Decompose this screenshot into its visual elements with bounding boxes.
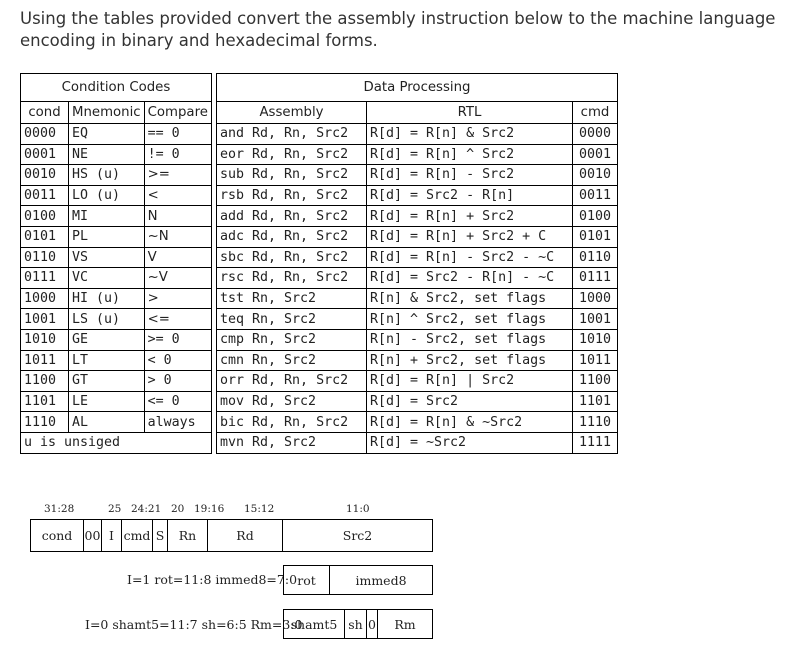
field-cmd: cmd bbox=[123, 528, 151, 543]
cc-cell-2: > 0 bbox=[144, 371, 211, 392]
cc-header-1: Mnemonic bbox=[69, 102, 145, 124]
immediate-note: I=1 rot=11:8 immed8=7:0 bbox=[127, 572, 298, 587]
dp-cell-1: R[d] = R[n] - Src2 bbox=[367, 165, 573, 186]
cc-row bbox=[21, 309, 212, 330]
dp-cell-2: 0010 bbox=[573, 165, 618, 186]
cc-cell-2: != 0 bbox=[144, 144, 211, 165]
dp-cell-0: rsc Rd, Rn, Src2 bbox=[217, 268, 367, 289]
dp-cell-1: R[d] = R[n] | Src2 bbox=[367, 371, 573, 392]
bit-label-cond: 31:28 bbox=[44, 503, 75, 515]
dp-cell-1: R[d] = R[n] + Src2 + C bbox=[367, 226, 573, 247]
dp-row bbox=[217, 206, 618, 227]
dp-cell-2: 1011 bbox=[573, 350, 618, 371]
field-op: 00 bbox=[84, 520, 102, 551]
cc-cell-1: AL bbox=[69, 412, 145, 433]
cc-footer-row bbox=[21, 432, 212, 453]
cc-cell-1: VC bbox=[69, 268, 145, 289]
cc-header-2: Compare bbox=[144, 102, 211, 124]
cc-cell-2: ~V bbox=[144, 268, 211, 289]
cc-cell-0: 0000 bbox=[21, 124, 69, 145]
dp-row bbox=[217, 268, 618, 289]
cc-cell-2: > bbox=[144, 288, 211, 309]
dp-cell-2: 0110 bbox=[573, 247, 618, 268]
dp-title-row bbox=[217, 74, 618, 102]
field-src2: Src2 bbox=[342, 528, 373, 543]
dp-cell-2: 0000 bbox=[573, 124, 618, 145]
cc-cell-0: 0110 bbox=[21, 247, 69, 268]
dp-title: Data Processing bbox=[217, 74, 618, 102]
dp-row bbox=[217, 309, 618, 330]
cc-row bbox=[21, 247, 212, 268]
dp-row bbox=[217, 185, 618, 206]
dp-cell-0: rsb Rd, Rn, Src2 bbox=[217, 185, 367, 206]
cc-row bbox=[21, 124, 212, 145]
cc-cell-1: LO (u) bbox=[69, 185, 145, 206]
cc-row bbox=[21, 288, 212, 309]
dp-cell-1: R[d] = Src2 - R[n] bbox=[367, 185, 573, 206]
dp-cell-1: R[n] + Src2, set flags bbox=[367, 350, 573, 371]
cc-cell-2: always bbox=[144, 412, 211, 433]
cc-row bbox=[21, 206, 212, 227]
cc-cell-0: 0011 bbox=[21, 185, 69, 206]
question-text: Using the tables provided convert the assembly instruction below to the machine language encoding in binary and hexadecimal forms. bbox=[20, 9, 776, 50]
cc-row bbox=[21, 165, 212, 186]
dp-header-1: RTL bbox=[367, 102, 573, 124]
cc-cell-1: LT bbox=[69, 350, 145, 371]
cc-cell-2: >= 0 bbox=[144, 329, 211, 350]
cc-cell-2: N bbox=[144, 206, 211, 227]
cc-cell-1: EQ bbox=[69, 124, 145, 145]
cc-cell-2: ~N bbox=[144, 226, 211, 247]
cc-row bbox=[21, 350, 212, 371]
cc-cell-1: NE bbox=[69, 144, 145, 165]
dp-row bbox=[217, 412, 618, 433]
cc-cell-0: 1101 bbox=[21, 391, 69, 412]
dp-cell-1: R[d] = Src2 - R[n] - ~C bbox=[367, 268, 573, 289]
dp-cell-2: 0111 bbox=[573, 268, 618, 289]
dp-cell-0: mvn Rd, Src2 bbox=[217, 432, 367, 453]
cc-cell-2: < bbox=[144, 185, 211, 206]
cc-cell-0: 0111 bbox=[21, 268, 69, 289]
bit-label-i: 25 bbox=[108, 503, 122, 515]
cc-cell-0: 1010 bbox=[21, 329, 69, 350]
cc-row bbox=[21, 391, 212, 412]
dp-row bbox=[217, 247, 618, 268]
field-cond: cond bbox=[31, 520, 84, 551]
cc-cell-2: >= bbox=[144, 165, 211, 186]
cc-cell-1: GE bbox=[69, 329, 145, 350]
cc-cell-2: V bbox=[144, 247, 211, 268]
cc-cell-1: LS (u) bbox=[69, 309, 145, 330]
dp-row bbox=[217, 124, 618, 145]
field-s: S bbox=[152, 520, 168, 551]
dp-row bbox=[217, 226, 618, 247]
dp-cell-0: orr Rd, Rn, Src2 bbox=[217, 371, 367, 392]
cc-cell-1: VS bbox=[69, 247, 145, 268]
dp-row bbox=[217, 432, 618, 453]
condition-codes-table bbox=[20, 73, 212, 454]
cc-cell-1: PL bbox=[69, 226, 145, 247]
dp-row bbox=[217, 371, 618, 392]
register-format-box bbox=[283, 609, 433, 639]
dp-cell-0: sub Rd, Rn, Src2 bbox=[217, 165, 367, 186]
cc-cell-1: HS (u) bbox=[69, 165, 145, 186]
field-immed8: immed8 bbox=[355, 572, 407, 588]
dp-cell-1: R[d] = R[n] ^ Src2 bbox=[367, 144, 573, 165]
field-rd: Rd bbox=[208, 520, 283, 551]
cc-cell-0: 0001 bbox=[21, 144, 69, 165]
dp-cell-0: cmn Rn, Src2 bbox=[217, 350, 367, 371]
cc-cell-0: 1000 bbox=[21, 288, 69, 309]
dp-row bbox=[217, 329, 618, 350]
cc-row bbox=[21, 226, 212, 247]
dp-row bbox=[217, 391, 618, 412]
dp-header-2: cmd bbox=[573, 102, 618, 124]
cc-cell-0: 0010 bbox=[21, 165, 69, 186]
dp-cell-1: R[d] = R[n] & ~Src2 bbox=[367, 412, 573, 433]
dp-row bbox=[217, 350, 618, 371]
cc-footer: u is unsiged bbox=[21, 432, 212, 453]
cc-cell-0: 0100 bbox=[21, 206, 69, 227]
dp-cell-0: bic Rd, Rn, Src2 bbox=[217, 412, 367, 433]
dp-cell-0: teq Rn, Src2 bbox=[217, 309, 367, 330]
bit-label-rn: 19:16 bbox=[194, 503, 225, 515]
bit-label-src2: 11:0 bbox=[346, 503, 370, 515]
cc-header-row bbox=[21, 102, 212, 124]
dp-cell-2: 1001 bbox=[573, 309, 618, 330]
cc-title: Condition Codes bbox=[21, 74, 212, 102]
field-rot: rot bbox=[284, 566, 330, 594]
cc-cell-0: 0101 bbox=[21, 226, 69, 247]
register-note: I=0 shamt5=11:7 sh=6:5 Rm=3:0 bbox=[85, 617, 303, 632]
dp-cell-0: eor Rd, Rn, Src2 bbox=[217, 144, 367, 165]
field-rm: Rm bbox=[394, 616, 416, 632]
dp-cell-0: add Rd, Rn, Src2 bbox=[217, 206, 367, 227]
cc-cell-0: 1110 bbox=[21, 412, 69, 433]
dp-cell-2: 0101 bbox=[573, 226, 618, 247]
dp-header-row bbox=[217, 102, 618, 124]
instruction-format-box bbox=[30, 519, 433, 552]
dp-cell-2: 1111 bbox=[573, 432, 618, 453]
dp-cell-0: and Rd, Rn, Src2 bbox=[217, 124, 367, 145]
cc-cell-2: <= bbox=[144, 309, 211, 330]
cc-cell-1: LE bbox=[69, 391, 145, 412]
cc-cell-2: <= 0 bbox=[144, 391, 211, 412]
dp-header-0: Assembly bbox=[217, 102, 367, 124]
dp-cell-0: cmp Rn, Src2 bbox=[217, 329, 367, 350]
field-i: I bbox=[102, 520, 122, 551]
cc-cell-1: GT bbox=[69, 371, 145, 392]
dp-cell-0: adc Rd, Rn, Src2 bbox=[217, 226, 367, 247]
bit-label-rd: 15:12 bbox=[244, 503, 275, 515]
dp-cell-2: 1000 bbox=[573, 288, 618, 309]
field-rn: Rn bbox=[168, 520, 208, 551]
dp-cell-1: R[d] = ~Src2 bbox=[367, 432, 573, 453]
dp-cell-1: R[d] = Src2 bbox=[367, 391, 573, 412]
dp-cell-2: 0100 bbox=[573, 206, 618, 227]
dp-cell-2: 1101 bbox=[573, 391, 618, 412]
dp-cell-2: 0001 bbox=[573, 144, 618, 165]
dp-cell-1: R[n] & Src2, set flags bbox=[367, 288, 573, 309]
dp-cell-0: sbc Rd, Rn, Src2 bbox=[217, 247, 367, 268]
field-shamt5: shamt5 bbox=[284, 610, 345, 638]
data-processing-table bbox=[216, 73, 618, 454]
dp-cell-1: R[d] = R[n] & Src2 bbox=[367, 124, 573, 145]
cc-cell-2: < 0 bbox=[144, 350, 211, 371]
dp-cell-1: R[d] = R[n] + Src2 bbox=[367, 206, 573, 227]
cc-title-row bbox=[21, 74, 212, 102]
immediate-format-box bbox=[283, 565, 433, 595]
dp-cell-0: mov Rd, Src2 bbox=[217, 391, 367, 412]
cc-row bbox=[21, 412, 212, 433]
cc-row bbox=[21, 144, 212, 165]
dp-row bbox=[217, 288, 618, 309]
dp-cell-1: R[n] - Src2, set flags bbox=[367, 329, 573, 350]
cc-row bbox=[21, 185, 212, 206]
bit-label-s: 20 bbox=[171, 503, 185, 515]
dp-cell-0: tst Rn, Src2 bbox=[217, 288, 367, 309]
field-sh: sh bbox=[345, 610, 367, 638]
cc-header-0: cond bbox=[21, 102, 69, 124]
dp-cell-2: 1010 bbox=[573, 329, 618, 350]
cc-cell-0: 1001 bbox=[21, 309, 69, 330]
cc-cell-1: HI (u) bbox=[69, 288, 145, 309]
dp-row bbox=[217, 144, 618, 165]
dp-cell-1: R[n] ^ Src2, set flags bbox=[367, 309, 573, 330]
cc-cell-1: MI bbox=[69, 206, 145, 227]
field-zero: 0 bbox=[367, 610, 378, 638]
dp-cell-2: 0011 bbox=[573, 185, 618, 206]
dp-cell-1: R[d] = R[n] - Src2 - ~C bbox=[367, 247, 573, 268]
cc-cell-0: 1100 bbox=[21, 371, 69, 392]
cc-row bbox=[21, 329, 212, 350]
cc-cell-2: == 0 bbox=[144, 124, 211, 145]
dp-row bbox=[217, 165, 618, 186]
cc-row bbox=[21, 268, 212, 289]
bit-label-cmd: 24:21 bbox=[131, 503, 162, 515]
cc-cell-0: 1011 bbox=[21, 350, 69, 371]
cc-row bbox=[21, 371, 212, 392]
dp-cell-2: 1100 bbox=[573, 371, 618, 392]
dp-cell-2: 1110 bbox=[573, 412, 618, 433]
